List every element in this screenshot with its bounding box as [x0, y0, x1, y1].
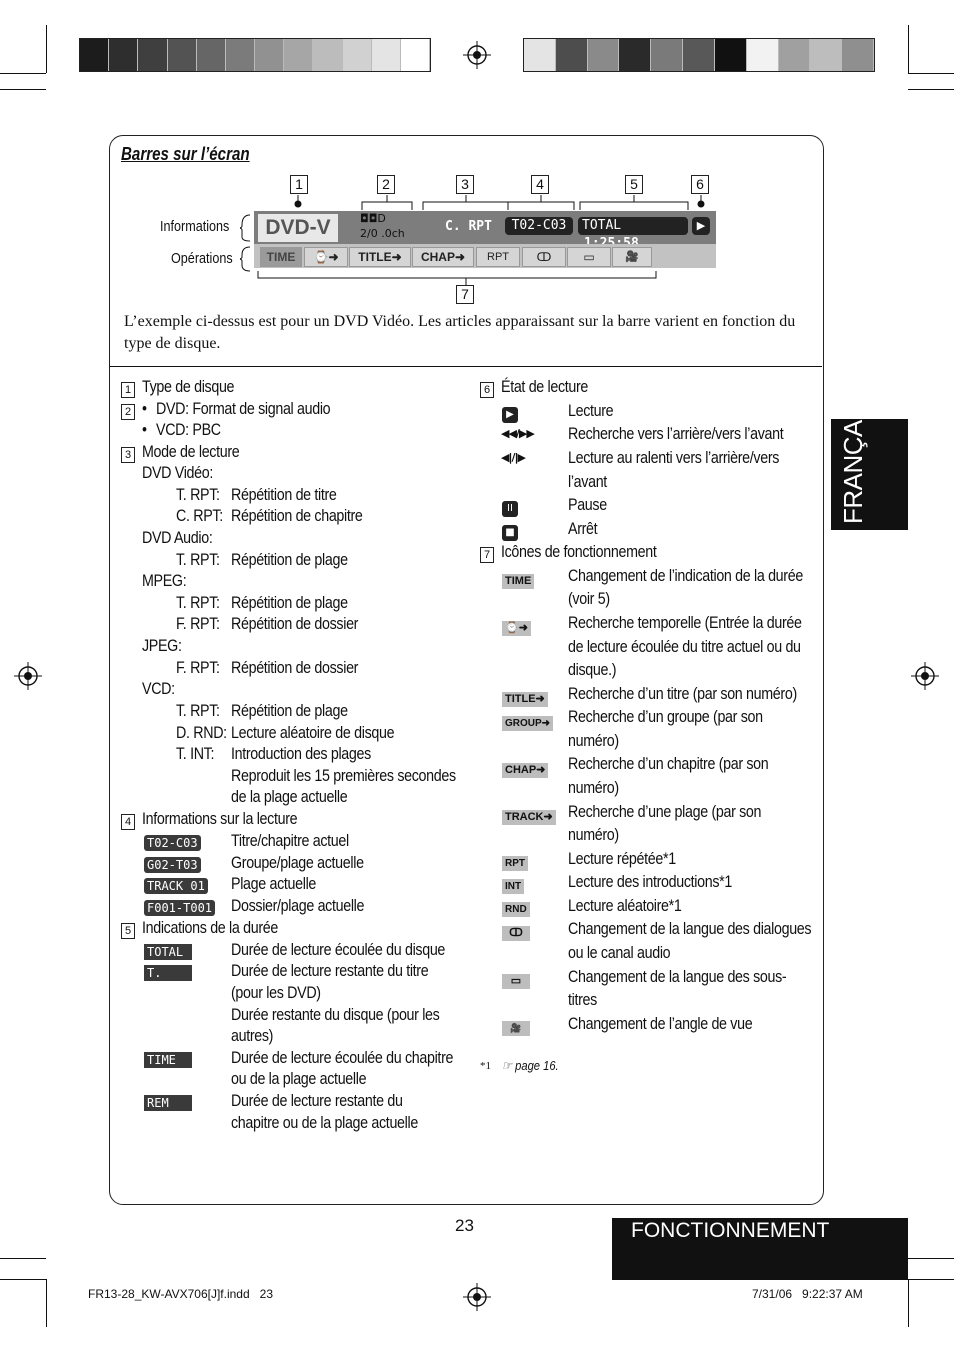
- op-desc: ou le canal audio: [568, 943, 671, 962]
- mode-desc-extra: de la plage actuelle: [231, 787, 348, 806]
- color-swatch: [524, 39, 556, 71]
- op-desc: Lecture répétée*1: [568, 849, 676, 868]
- op-desc: Lecture des introductions*1: [568, 872, 732, 891]
- item-number: 4: [121, 814, 135, 830]
- disc-type-label: Type de disque: [142, 377, 235, 396]
- time-indicator: TOTAL: [578, 217, 688, 235]
- label-informations: Informations: [160, 218, 230, 235]
- mode-desc: Répétition de chapitre: [231, 506, 363, 525]
- color-swatch: [284, 39, 313, 71]
- item-number: 5: [121, 923, 135, 939]
- op-audio-button[interactable]: ↀ: [522, 247, 566, 267]
- color-swatch: [109, 39, 138, 71]
- mode-code: C. RPT:: [176, 506, 223, 525]
- mode-desc: Répétition de plage: [231, 593, 348, 612]
- play-icon: ▶: [502, 407, 518, 423]
- time-desc: ou de la plage actuelle: [231, 1069, 367, 1088]
- play-state-icon: ▶: [692, 217, 710, 235]
- color-swatch: [313, 39, 342, 71]
- jpeg-heading: JPEG:: [142, 636, 182, 655]
- time-badge-time: TIME: [144, 1052, 192, 1068]
- color-swatch: [401, 39, 430, 71]
- item-number: 2: [121, 404, 135, 420]
- op-time-search-button[interactable]: ⌚➜: [304, 247, 348, 267]
- state-desc: Lecture: [568, 401, 614, 420]
- mode-code: T. RPT:: [176, 593, 220, 612]
- color-swatch: [683, 39, 715, 71]
- color-calibration-bar-left: [79, 38, 431, 72]
- op-angle-button[interactable]: 🎥: [612, 247, 652, 267]
- op-desc: (voir 5): [568, 589, 610, 608]
- left-column: [121, 376, 466, 1146]
- op-time-search-icon: ⌚➜: [502, 621, 531, 636]
- state-desc: Pause: [568, 495, 607, 514]
- search-icon: ◀◀/▶▶: [501, 427, 534, 440]
- op-angle-icon: 🎥: [502, 1021, 530, 1036]
- info-badge: F001-T001: [144, 900, 215, 916]
- color-swatch: [747, 39, 779, 71]
- mode-desc: Répétition de titre: [231, 485, 337, 504]
- audio-format-text: DVD: Format de signal audio: [156, 399, 331, 418]
- dvd-video-heading: DVD Vidéo:: [142, 463, 213, 482]
- onscreen-info-bar: [254, 211, 716, 244]
- disc-type: DVD-V: [258, 214, 338, 242]
- info-badge: TRACK 01: [144, 878, 208, 894]
- page-number: 23: [455, 1216, 474, 1235]
- color-swatch: [197, 39, 226, 71]
- mode-code: D. RND:: [176, 723, 227, 742]
- info-desc: Groupe/plage actuelle: [231, 853, 364, 872]
- registration-mark-icon: [463, 41, 491, 69]
- op-desc: Recherche d’un groupe (par son: [568, 707, 763, 726]
- op-title-icon: TITLE➜: [502, 692, 548, 707]
- section-footer-tab: [612, 1218, 908, 1280]
- time-desc: Durée de lecture écoulée du chapitre: [231, 1048, 454, 1067]
- section-footer-label: FONCTIONNEMENT: [631, 1219, 830, 1242]
- registration-mark-icon: [463, 1283, 491, 1311]
- callout-6: 6: [691, 175, 709, 194]
- callout-5: 5: [625, 175, 643, 194]
- language-tab-label: FRANÇAIS: [838, 396, 868, 524]
- repeat-mode: C. RPT: [445, 219, 492, 234]
- item-number: 6: [480, 382, 494, 398]
- color-calibration-bar-right: [523, 38, 875, 72]
- mode-desc: Répétition de plage: [231, 550, 348, 569]
- op-track-icon: TRACK➜: [502, 810, 556, 825]
- op-chap-button[interactable]: CHAP➜: [412, 247, 474, 267]
- color-swatch: [343, 39, 372, 71]
- op-time-icon: TIME: [502, 574, 534, 589]
- time-badge-rem: REM: [144, 1095, 192, 1111]
- mode-code: T. INT:: [176, 744, 215, 763]
- bullet: •: [142, 420, 147, 439]
- mode-desc: Lecture aléatoire de disque: [231, 723, 395, 742]
- mode-desc: Répétition de plage: [231, 701, 348, 720]
- callout-4: 4: [531, 175, 549, 194]
- color-swatch: [842, 39, 874, 71]
- time-desc: autres): [231, 1026, 274, 1045]
- callout-7: 7: [456, 285, 474, 304]
- vcd-heading: VCD:: [142, 679, 175, 698]
- label-operations: Opérations: [171, 250, 233, 267]
- op-desc: Lecture aléatoire*1: [568, 896, 682, 915]
- mode-code: T. RPT:: [176, 550, 220, 569]
- callout-1: 1: [290, 175, 308, 194]
- info-badge: T02-C03: [144, 835, 201, 851]
- color-swatch: [226, 39, 255, 71]
- playback-info-label: Informations sur la lecture: [142, 809, 298, 828]
- item-number: 3: [121, 447, 135, 463]
- play-state-label: État de lecture: [501, 377, 589, 396]
- mode-desc: Répétition de dossier: [231, 614, 359, 633]
- color-swatch: [779, 39, 811, 71]
- language-tab: [831, 396, 908, 530]
- footnote-text: ☞ page 16.: [502, 1058, 559, 1073]
- registration-mark-icon: [14, 662, 42, 690]
- callout-3: 3: [456, 175, 474, 194]
- mode-desc: Introduction des plages: [231, 744, 371, 763]
- op-desc: titres: [568, 990, 597, 1009]
- op-audio-icon: ↀ: [502, 926, 530, 941]
- op-desc: numéro): [568, 825, 619, 844]
- state-desc: Lecture au ralenti vers l’arrière/vers: [568, 448, 780, 467]
- info-badge: G02-T03: [144, 857, 201, 873]
- op-desc: numéro): [568, 778, 619, 797]
- op-desc: Recherche temporelle (Entrée la durée: [568, 613, 802, 632]
- mode-code: F. RPT:: [176, 658, 220, 677]
- time-desc: Durée de lecture restante du titre: [231, 961, 429, 980]
- info-desc: Titre/chapitre actuel: [231, 831, 349, 850]
- operation-icons-label: Icônes de fonctionnement: [501, 542, 657, 561]
- onscreen-operation-bar: [254, 244, 716, 268]
- playback-mode-label: Mode de lecture: [142, 442, 240, 461]
- example-note: L’exemple ci-dessus est pour un DVD Vidéo. Les articles apparaissant sur la barre varient en fonction du type de disque.: [124, 313, 796, 352]
- section-title: Barres sur l’écran: [121, 144, 250, 164]
- time-desc: (pour les DVD): [231, 983, 321, 1002]
- callout-2: 2: [377, 175, 395, 194]
- color-swatch: [80, 39, 109, 71]
- mode-desc: Répétition de dossier: [231, 658, 359, 677]
- time-desc: Durée de lecture restante du: [231, 1091, 403, 1110]
- mpeg-heading: MPEG:: [142, 571, 187, 590]
- color-swatch: [168, 39, 197, 71]
- mode-desc-extra: Reproduit les 15 premières secondes: [231, 766, 456, 785]
- color-swatch: [651, 39, 683, 71]
- color-swatch: [372, 39, 401, 71]
- mode-code: F. RPT:: [176, 614, 220, 633]
- time-desc: chapitre ou de la plage actuelle: [231, 1113, 418, 1132]
- op-desc: Recherche d’une plage (par son: [568, 802, 762, 821]
- op-desc: numéro): [568, 731, 619, 750]
- color-swatch: [715, 39, 747, 71]
- slow-motion-icon: ◀|/|▶: [501, 451, 525, 464]
- bullet: •: [142, 399, 147, 418]
- color-swatch: [810, 39, 842, 71]
- pause-icon: II: [502, 501, 518, 517]
- stop-icon: ■: [502, 525, 518, 541]
- vcd-pbc-text: VCD: PBC: [156, 420, 221, 439]
- time-badge-total: TOTAL: [144, 944, 192, 960]
- op-desc: Changement de l’indication de la durée: [568, 566, 803, 585]
- state-desc: Recherche vers l’arrière/vers l’avant: [568, 424, 784, 443]
- item-number: 7: [480, 547, 494, 563]
- color-swatch: [588, 39, 620, 71]
- op-rpt-icon: RPT: [502, 856, 528, 871]
- op-rnd-icon: RND: [502, 902, 530, 917]
- op-subtitle-button[interactable]: ▭: [567, 247, 611, 267]
- audio-format-2: 2/0 .0ch: [360, 227, 405, 240]
- color-swatch: [556, 39, 588, 71]
- op-desc: Recherche d’un chapitre (par son: [568, 754, 769, 773]
- op-desc: disque.): [568, 660, 617, 679]
- op-chap-icon: CHAP➜: [502, 763, 548, 778]
- op-desc: de lecture écoulée du titre actuel ou du: [568, 637, 801, 656]
- op-rpt-button[interactable]: RPT: [476, 247, 520, 267]
- op-desc: Changement de l’angle de vue: [568, 1014, 753, 1033]
- op-int-icon: INT: [502, 879, 524, 894]
- op-group-icon: GROUP➜: [502, 716, 553, 731]
- op-desc: Changement de la langue des dialogues: [568, 919, 812, 938]
- op-desc: Recherche d’un titre (par son numéro): [568, 684, 797, 703]
- registration-mark-icon: [911, 662, 939, 690]
- right-column: [480, 376, 815, 1096]
- time-indications-label: Indications de la durée: [142, 918, 278, 937]
- print-file-info: FR13-28_KW-AVX706[J]f.indd 23: [88, 1287, 273, 1301]
- time-desc: Durée de lecture écoulée du disque: [231, 940, 446, 959]
- op-subtitle-icon: ▭: [502, 974, 530, 989]
- audio-format-1: ◘◘D: [360, 212, 386, 225]
- info-desc: Plage actuelle: [231, 874, 317, 893]
- track-info: T02-C03: [505, 217, 573, 235]
- mode-code: T. RPT:: [176, 485, 220, 504]
- op-title-button[interactable]: TITLE➜: [349, 247, 411, 267]
- mode-code: T. RPT:: [176, 701, 220, 720]
- op-time-button[interactable]: TIME: [260, 247, 302, 267]
- time-badge-trem: T. REM: [144, 965, 192, 981]
- color-swatch: [138, 39, 167, 71]
- state-desc: l’avant: [568, 472, 607, 491]
- footnote-mark: *1: [480, 1060, 491, 1072]
- item-number: 1: [121, 382, 135, 398]
- color-swatch: [619, 39, 651, 71]
- time-desc: Durée restante du disque (pour les: [231, 1005, 440, 1024]
- state-desc: Arrêt: [568, 519, 598, 538]
- color-swatch: [255, 39, 284, 71]
- print-timestamp: 7/31/06 9:22:37 AM: [752, 1287, 863, 1301]
- info-desc: Dossier/plage actuelle: [231, 896, 365, 915]
- dvd-audio-heading: DVD Audio:: [142, 528, 213, 547]
- op-desc: Changement de la langue des sous-: [568, 967, 787, 986]
